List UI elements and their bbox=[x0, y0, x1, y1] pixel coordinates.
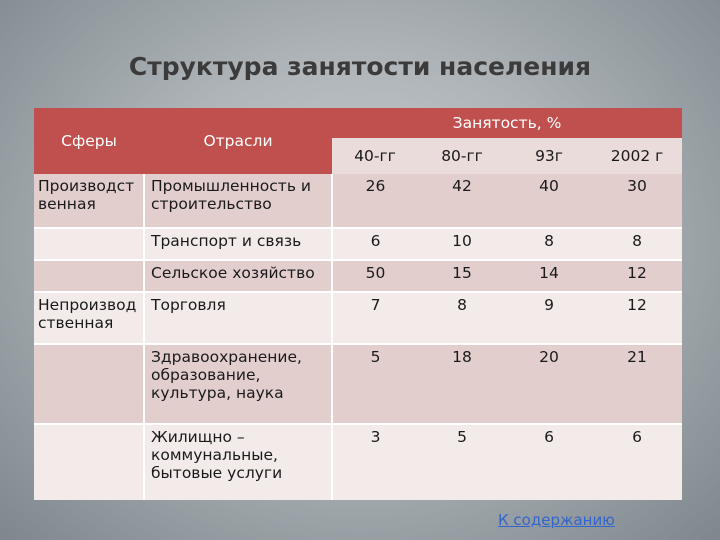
value-cell: 6 bbox=[332, 228, 418, 260]
header-employment bbox=[332, 108, 682, 138]
table-row bbox=[34, 424, 682, 500]
sphere-cell bbox=[34, 260, 144, 292]
slide-title: Структура занятости населения bbox=[128, 52, 592, 81]
table-row bbox=[34, 260, 682, 292]
industry-cell: Промышленность и строительство bbox=[144, 174, 332, 228]
value-cell: 12 bbox=[592, 260, 682, 292]
value-cell: 14 bbox=[506, 260, 592, 292]
sphere-cell bbox=[34, 228, 144, 260]
value-cell: 5 bbox=[418, 424, 506, 500]
value-cell: 26 bbox=[332, 174, 418, 228]
value-cell: 20 bbox=[506, 344, 592, 424]
employment-table bbox=[34, 108, 682, 500]
header-year-2: 80-гг bbox=[418, 138, 506, 174]
value-cell: 3 bbox=[332, 424, 418, 500]
table-of-contents-link[interactable]: К содержанию bbox=[498, 511, 615, 529]
header-industry bbox=[144, 108, 332, 174]
sphere-cell bbox=[34, 344, 144, 424]
industry-cell: Жилищно – коммунальные, бытовые услуги bbox=[144, 424, 332, 500]
header-industry-label: Отрасли bbox=[203, 132, 273, 150]
table-row bbox=[34, 228, 682, 260]
sphere-cell: Непроизводственная bbox=[34, 292, 144, 344]
value-cell: 10 bbox=[418, 228, 506, 260]
value-cell: 8 bbox=[506, 228, 592, 260]
value-cell: 8 bbox=[592, 228, 682, 260]
header-employment-label: Занятость, % bbox=[452, 114, 562, 132]
industry-cell: Торговля bbox=[144, 292, 332, 344]
sphere-cell: Производственная bbox=[34, 174, 144, 228]
value-cell: 15 bbox=[418, 260, 506, 292]
value-cell: 50 bbox=[332, 260, 418, 292]
industry-cell: Сельское хозяйство bbox=[144, 260, 332, 292]
value-cell: 6 bbox=[592, 424, 682, 500]
header-sphere-label: Сферы bbox=[61, 132, 117, 150]
industry-cell: Здравоохранение, образование, культура, наука bbox=[144, 344, 332, 424]
header-sphere bbox=[34, 108, 144, 174]
table-row bbox=[34, 292, 682, 344]
header-year-4: 2002 г bbox=[592, 138, 682, 174]
value-cell: 42 bbox=[418, 174, 506, 228]
value-cell: 21 bbox=[592, 344, 682, 424]
sphere-cell bbox=[34, 424, 144, 500]
value-cell: 30 bbox=[592, 174, 682, 228]
value-cell: 12 bbox=[592, 292, 682, 344]
value-cell: 6 bbox=[506, 424, 592, 500]
value-cell: 5 bbox=[332, 344, 418, 424]
header-year-3: 93г bbox=[506, 138, 592, 174]
value-cell: 7 bbox=[332, 292, 418, 344]
value-cell: 18 bbox=[418, 344, 506, 424]
table-row bbox=[34, 344, 682, 424]
table-row bbox=[34, 174, 682, 228]
header-year-1: 40-гг bbox=[332, 138, 418, 174]
value-cell: 9 bbox=[506, 292, 592, 344]
value-cell: 8 bbox=[418, 292, 506, 344]
industry-cell: Транспорт и связь bbox=[144, 228, 332, 260]
value-cell: 40 bbox=[506, 174, 592, 228]
